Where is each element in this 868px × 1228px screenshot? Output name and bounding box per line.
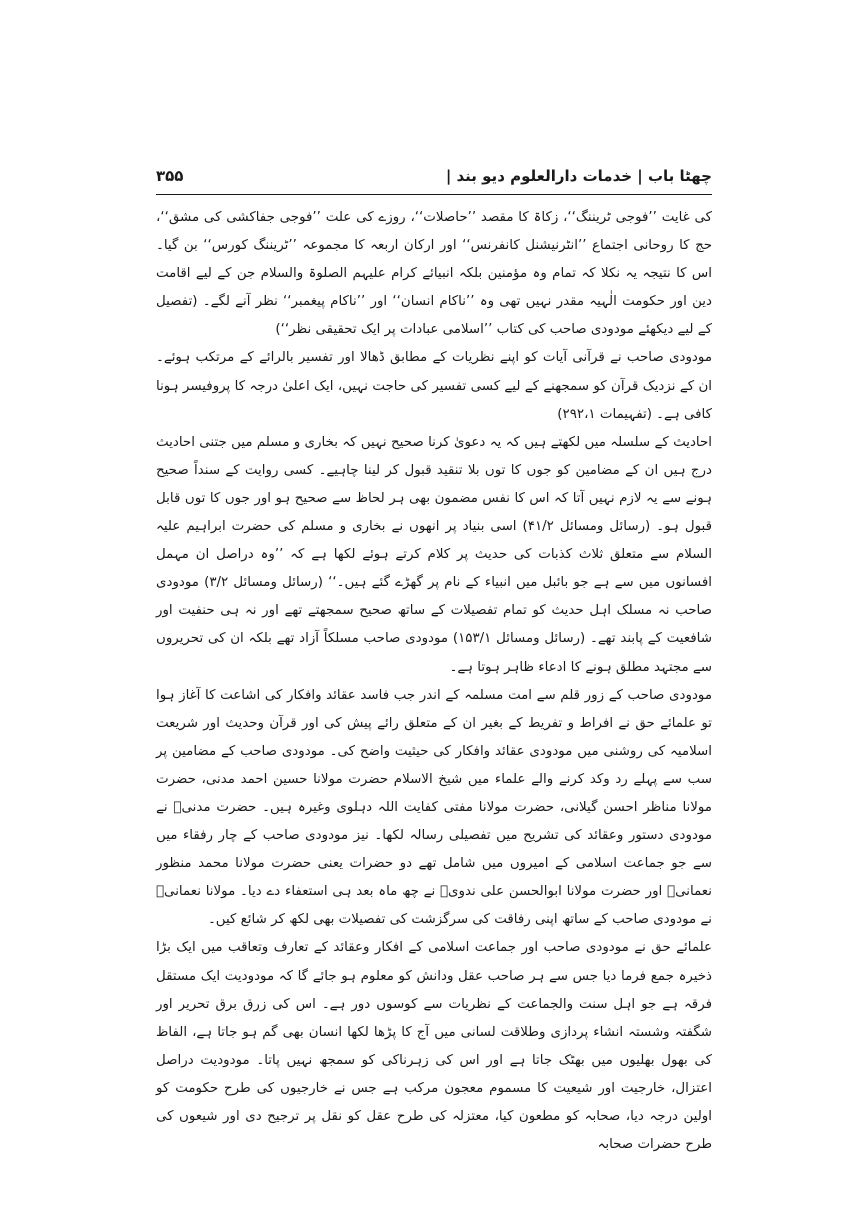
page-number: ۳۵۵ [156,167,184,185]
paragraph: علمائے حق نے مودودی صاحب اور جماعت اسلامی کے افکار وعقائد کے تعارف وتعاقب میں ایک بڑا ذخیرہ جمع فرما دیا جس سے ہر صاحب عقل ودانش کو معلوم ہو جائے گا کہ مودودیت ایک مستقل فرقہ ہے جو اہل سنت والجماعت کے نظریات سے کوسوں دور ہے۔ اس کی زرق برق تحریر اور شگفتہ وشستہ انشاء پردازی وطلاقت لسانی میں آج کا پڑھا لکھا انسان بھی گم ہو جاتا ہے، الفاظ کی بھول بھلیوں میں بھٹک جاتا ہے اور اس کی زہرناکی کو سمجھ نہیں پاتا۔ مودودیت دراصل اعتزال، خارجیت اور شیعیت کا مسموم معجون مرکب ہے جس نے خارجیوں کی طرح حکومت کو اولین درجہ دیا، صحابہ کو مطعون کیا، معتزلہ کی طرح عقل کو نقل پر ترجیح دی اور شیعوں کی طرح حضرات صحابہ [156,940,712,1153]
paragraph: مودودی صاحب نے قرآنی آیات کو اپنے نظریات کے مطابق ڈھالا اور تفسیر بالرائے کے مرتکب ہوئے۔ ان کے نزدیک قرآن کو سمجھنے کے لیے کسی تفسیر کی حاجت نہیں، ایک اعلیٰ درجہ کا پروفیسر ہونا کافی ہے۔ (تفہیمات ۲۹۲،۱) [156,350,712,422]
paragraph: مودودی صاحب کے زور قلم سے امت مسلمہ کے اندر جب فاسد عقائد وافکار کی اشاعت کا آغاز ہوا تو علمائے حق نے افراط و تفریط کے بغیر ان کے متعلق رائے پیش کی اور قرآن وحدیث اور شریعت اسلامیہ کی روشنی میں مودودی عقائد وافکار کی حیثیت واضح کی۔ مودودی صاحب کے مضامین پر سب سے پہلے رد وکد کرنے والے علماء میں شیخ الاسلام حضرت مولانا حسین احمد مدنی، حضرت مولانا مناظر احسن گیلانی، حضرت مولانا مفتی کفایت اللہ دہلوی وغیرہ ہیں۔ حضرت مدنیؒ نے مودودی دستور وعقائد کی تشریح میں تفصیلی رسالہ لکھا۔ نیز مودودی صاحب کے چار رفقاء میں سے جو جماعت اسلامی کے امیروں میں شامل تھے دو حضرات یعنی حضرت مولانا محمد منظور نعمانیؒ اور حضرت مولانا ابوالحسن علی ندویؒ نے چھ ماہ بعد ہی استعفاء دے دیا۔ مولانا نعمانیؒ نے مودودی صاحب کے ساتھ اپنی رفاقت کی سرگزشت کی تفصیلات بھی لکھ کر شائع کیں۔ [156,687,712,928]
paragraph: کی غایت ’’فوجی ٹریننگ‘‘، زکاۃ کا مقصد ’’حاصلات‘‘، روزے کی علت ’’فوجی جفاکشی کی مشق‘‘، حج کا روحانی اجتماع ’’انٹرنیشنل کانفرنس‘‘ اور ارکان اربعہ کا مجموعہ ’’ٹریننگ کورس‘‘ بن گیا۔ اس کا نتیجہ یہ نکلا کہ تمام وہ مؤمنین بلکہ انبیائے کرام علیہم الصلوۃ والسلام جن کے لیے اقامت دین اور حکومت الٰہیہ مقدر نہیں تھی وہ ’’ناکام انسان‘‘ اور ’’ناکام پیغمبر‘‘ نظر آنے لگے۔ (تفصیل کے لیے دیکھئے مودودی صاحب کی کتاب ’’اسلامی عبادات پر ایک تحقیقی نظر‘‘) [156,210,712,338]
chapter-title: چھٹا باب | خدمات دارالعلوم دیو بند | [445,167,712,185]
header-rule [156,194,712,195]
body-text [156,204,712,1159]
running-header [156,162,712,190]
paragraph: احادیث کے سلسلہ میں لکھتے ہیں کہ یہ دعویٰ کرنا صحیح نہیں کہ بخاری و مسلم میں جتنی احادیث درج ہیں ان کے مضامین کو جوں کا توں بلا تنقید قبول کر لینا چاہیے۔ کسی روایت کے سنداً صحیح ہونے سے یہ لازم نہیں آتا کہ اس کا نفس مضمون بھی ہر لحاظ سے صحیح ہو اور جوں کا توں قابل قبول ہو۔ (رسائل ومسائل ۴۱/۲) اسی بنیاد پر انھوں نے بخاری و مسلم کی حضرت ابراہیم علیہ السلام سے متعلق ثلاث کذبات کی حدیث پر کلام کرتے ہوئے لکھا ہے کہ ’’وہ دراصل ان مہمل افسانوں میں سے ہے جو بائبل میں انبیاء کے نام پر گھڑے گئے ہیں۔‘‘ (رسائل ومسائل ۳/۲) مودودی صاحب نہ مسلک اہل حدیث کو تمام تفصیلات کے ساتھ صحیح سمجھتے تھے اور نہ ہی حنفیت اور شافعیت کے پابند تھے۔ (رسائل ومسائل ۱۵۳/۱) مودودی صاحب مسلکاً آزاد تھے بلکہ ان کی تحریروں سے مجتہد مطلق ہونے کا ادعاء ظاہر ہوتا ہے۔ [156,434,712,675]
